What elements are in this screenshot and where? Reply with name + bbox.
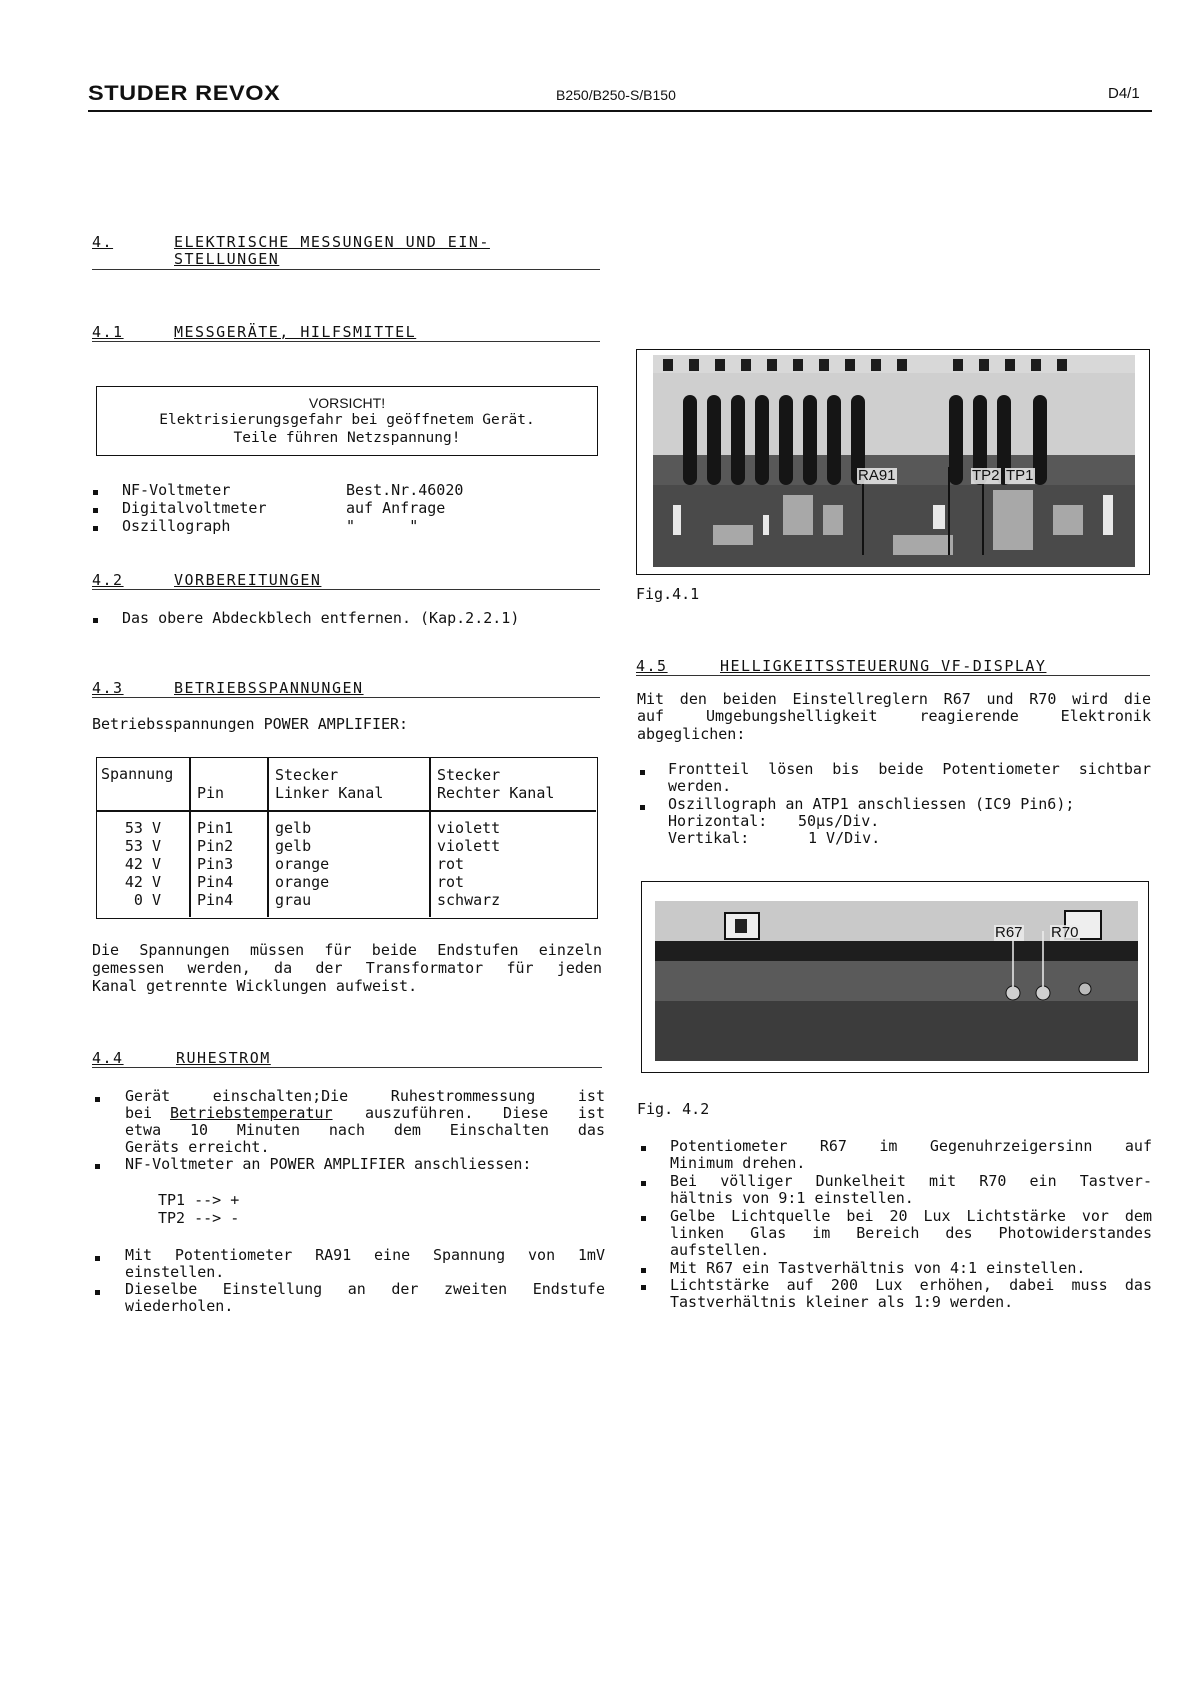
instrument-order: auf Anfrage	[346, 499, 446, 517]
instrument-name: Oszillograph	[122, 517, 231, 535]
section-4-5-rule	[636, 675, 1150, 676]
note-line-2: gemessen werden, da der Transformator für jeden	[92, 959, 602, 977]
cell-spannung: 53 V	[124, 819, 161, 837]
bullet	[641, 1181, 646, 1186]
header-rechter-kanal: Rechter Kanal	[437, 784, 555, 802]
cell-spannung: 42 V	[124, 873, 161, 891]
label-r70: R70	[1051, 924, 1079, 941]
cell-pin: Pin4	[197, 873, 234, 891]
instrument-order: " "	[346, 517, 419, 535]
bullet	[95, 1097, 100, 1102]
warning-box	[96, 386, 598, 456]
figure-4-1-frame	[636, 349, 1150, 575]
section-4-number: 4.	[92, 233, 114, 251]
bullet	[641, 1216, 646, 1221]
circuit-board-photo	[653, 355, 1135, 567]
cell-linker-kanal: orange	[275, 855, 330, 873]
helligkeit-b1-l1: Frontteil lösen bis beide Potentiometer sichtbar	[668, 760, 1151, 778]
section-4-3-title: BETRIEBSSPANNUNGEN	[174, 679, 364, 697]
label-ra91: RA91	[858, 467, 896, 484]
instrument-name: Digitalvoltmeter	[122, 499, 267, 517]
helligkeit-b7-l1: Lichtstärke auf 200 Lux erhöhen, dabei muss das	[670, 1276, 1152, 1294]
helligkeit-b4-l2: hältnis von 9:1 einstellen.	[670, 1189, 914, 1207]
section-4-5-number: 4.5	[636, 657, 668, 675]
bullet	[640, 805, 645, 810]
brand-logo: STUDER REVOX	[88, 82, 281, 105]
header-linker-kanal: Linker Kanal	[275, 784, 384, 802]
bullet	[93, 490, 98, 495]
cell-pin: Pin2	[197, 837, 234, 855]
helligkeit-b5-l2: linken Glas im Bereich des Photowiderstandes	[670, 1224, 1152, 1242]
figure-4-2-frame	[641, 881, 1149, 1073]
bullet	[641, 1285, 646, 1290]
voltage-table	[96, 757, 598, 919]
cell-rechter-kanal: violett	[437, 819, 501, 837]
helligkeit-b4-l1: Bei völliger Dunkelheit mit R70 ein Tastver-	[670, 1172, 1152, 1190]
section-4-1-title: MESSGERÄTE, HILFSMITTEL	[174, 323, 417, 341]
warning-line-1: Elektrisierungsgefahr bei geöffnetem Gerät.	[159, 412, 535, 428]
tp2-mapping: TP2 --> -	[158, 1209, 240, 1227]
label-r67: R67	[995, 924, 1023, 941]
section-4-3-number: 4.3	[92, 679, 124, 697]
cell-linker-kanal: gelb	[275, 819, 312, 837]
cell-pin: Pin1	[197, 819, 234, 837]
cell-rechter-kanal: violett	[437, 837, 501, 855]
ruhestrom-b4-l1: Dieselbe Einstellung an der zweiten Endstufe	[125, 1280, 605, 1298]
section-4-5-title: HELLIGKEITSSTEUERUNG VF-DISPLAY	[720, 657, 1047, 675]
table-divider	[189, 758, 191, 917]
instrument-name: NF-Voltmeter	[122, 481, 231, 499]
helligkeit-b1-l2: werden.	[668, 777, 732, 795]
bullet	[641, 1268, 646, 1273]
ruhestrom-b2: NF-Voltmeter an POWER AMPLIFIER anschliessen:	[125, 1155, 532, 1173]
cell-spannung: 0 V	[133, 891, 161, 909]
note-line-3: Kanal getrennte Wicklungen aufweist.	[92, 977, 418, 995]
header-pin: Pin	[197, 784, 225, 802]
cell-rechter-kanal: schwarz	[437, 891, 501, 909]
ruhestrom-b3-l2: einstellen.	[125, 1263, 225, 1281]
bullet	[93, 508, 98, 513]
cell-spannung: 53 V	[124, 837, 161, 855]
vertikal-value: 1 V/Div.	[808, 829, 881, 847]
helligkeit-b6: Mit R67 ein Tastverhältnis von 4:1 einstellen.	[670, 1259, 1086, 1277]
header-rule	[88, 110, 1152, 112]
cell-rechter-kanal: rot	[437, 873, 465, 891]
figure-4-2-caption: Fig. 4.2	[637, 1100, 710, 1118]
helligkeit-b2-l1: Oszillograph an ATP1 anschliessen (IC9 Pin6);	[668, 795, 1075, 813]
helligkeit-intro-l2: auf Umgebungshelligkeit reagierende Elektronik	[637, 707, 1151, 725]
helligkeit-intro-l1: Mit den beiden Einstellreglern R67 und R70 wird die	[637, 690, 1151, 708]
ruhestrom-b1-l2c: auszuführen. Diese ist	[365, 1104, 605, 1122]
helligkeit-b3-l2: Minimum drehen.	[670, 1154, 806, 1172]
section-4-3-intro: Betriebsspannungen POWER AMPLIFIER:	[92, 715, 409, 733]
ruhestrom-b1-l1: Gerät einschalten;Die Ruhestrommessung ist	[125, 1087, 605, 1105]
ruhestrom-b1-l3: etwa 10 Minuten nach dem Einschalten das	[125, 1121, 605, 1139]
cell-spannung: 42 V	[124, 855, 161, 873]
bullet	[95, 1256, 100, 1261]
ruhestrom-b1-l2a: bei	[125, 1104, 153, 1122]
bullet	[93, 526, 98, 531]
section-4-4-rule	[92, 1067, 602, 1068]
helligkeit-b5-l1: Gelbe Lichtquelle bei 20 Lux Lichtstärke vor dem	[670, 1207, 1152, 1225]
horizontal-value: 50µs/Div.	[798, 812, 880, 830]
section-4-2-title: VORBEREITUNGEN	[174, 571, 322, 589]
header-stecker-rechts: Stecker	[437, 766, 501, 784]
cell-linker-kanal: grau	[275, 891, 312, 909]
section-4-4-number: 4.4	[92, 1049, 124, 1067]
label-tp2: TP2	[972, 467, 1000, 484]
helligkeit-intro-l3: abgeglichen:	[637, 725, 746, 743]
section-4-title-line2: STELLUNGEN	[174, 250, 280, 268]
section-4-2-rule	[92, 589, 600, 590]
label-tp1: TP1	[1006, 467, 1034, 484]
section-4-3-rule	[92, 697, 600, 698]
bullet	[641, 1146, 646, 1151]
horizontal-label: Horizontal:	[668, 812, 768, 830]
warning-line-2: Teile führen Netzspannung!	[233, 430, 461, 446]
tp1-mapping: TP1 --> +	[158, 1191, 240, 1209]
cell-pin: Pin4	[197, 891, 234, 909]
table-divider	[267, 758, 269, 917]
helligkeit-b5-l3: aufstellen.	[670, 1241, 770, 1259]
cell-linker-kanal: gelb	[275, 837, 312, 855]
section-4-4-title: RUHESTROM	[176, 1049, 271, 1067]
figure-4-1-caption: Fig.4.1	[636, 585, 700, 603]
table-header-rule	[97, 810, 596, 812]
section-4-2-number: 4.2	[92, 571, 124, 589]
bullet	[95, 1164, 100, 1169]
ruhestrom-b4-l2: wiederholen.	[125, 1297, 234, 1315]
section-4-rule	[92, 269, 600, 270]
section-4-1-rule	[92, 341, 600, 342]
section-4-2-item: Das obere Abdeckblech entfernen. (Kap.2.2.1)	[122, 609, 520, 627]
section-4-title-line1: ELEKTRISCHE MESSUNGEN UND EIN-	[174, 233, 490, 251]
cell-linker-kanal: orange	[275, 873, 330, 891]
bullet	[640, 770, 645, 775]
bullet	[93, 618, 98, 623]
instrument-order: Best.Nr.46020	[346, 481, 464, 499]
helligkeit-b3-l1: Potentiometer R67 im Gegenuhrzeigersinn auf	[670, 1137, 1152, 1155]
section-4-1-number: 4.1	[92, 323, 124, 341]
note-line-1: Die Spannungen müssen für beide Endstufen einzeln	[92, 941, 602, 959]
table-divider	[429, 758, 431, 917]
bullet	[95, 1290, 100, 1295]
warning-title: VORSICHT!	[308, 395, 386, 411]
ruhestrom-b1-l4: Geräts erreicht.	[125, 1138, 270, 1156]
cell-rechter-kanal: rot	[437, 855, 465, 873]
cell-pin: Pin3	[197, 855, 234, 873]
ruhestrom-b1-l2b: Betriebstemperatur	[170, 1104, 333, 1122]
page-number: D4/1	[1108, 85, 1140, 102]
ruhestrom-b3-l1: Mit Potentiometer RA91 eine Spannung von 1mV	[125, 1246, 605, 1264]
header-stecker-links: Stecker	[275, 766, 339, 784]
vertikal-label: Vertikal:	[668, 829, 750, 847]
helligkeit-b7-l2: Tastverhältnis kleiner als 1:9 werden.	[670, 1293, 1014, 1311]
model-number: B250/B250-S/B150	[556, 87, 676, 103]
header-spannung: Spannung	[101, 765, 174, 783]
